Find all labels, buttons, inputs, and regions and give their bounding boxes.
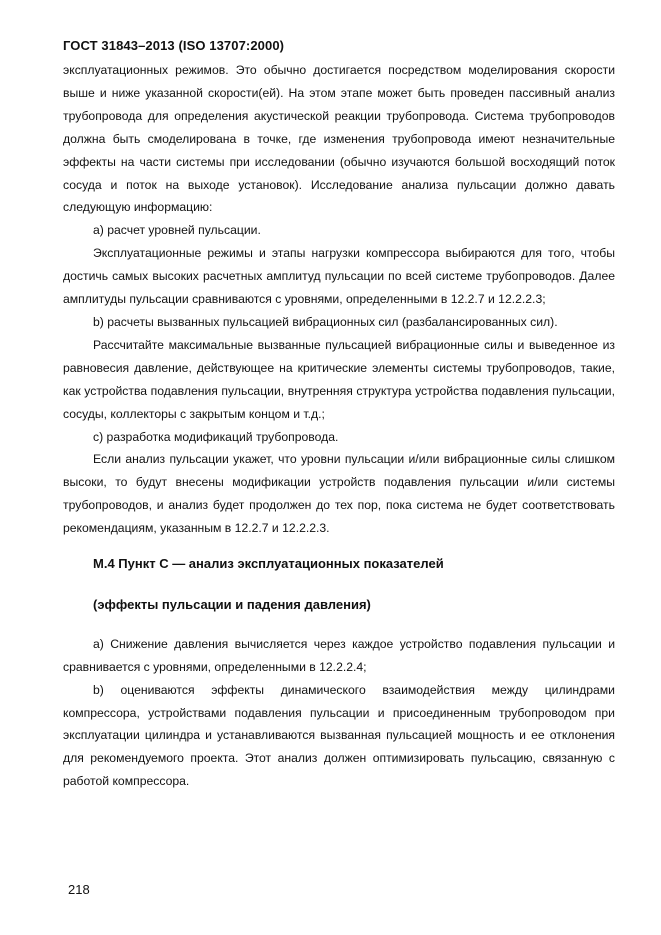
section-item-b: b) оцениваются эффекты динамического взаимодействия между цилиндрами компрессора, устройствами подавления пульсации и присоединенным трубопроводом при эксплуатации цилиндра и устанавливаются вызванная пульсацией мощность и ее отклонения для рекомендуемого проекта. Этот анализ должен оптимизировать пульсацию, связанную с работой компрессора. [63, 682, 615, 789]
standard-header: ГОСТ 31843–2013 (ISO 13707:2000) [63, 38, 285, 53]
section-subheading: (эффекты пульсации и падения давления) [93, 596, 371, 612]
paragraph: Если анализ пульсации укажет, что уровни пульсации и/или вибрационные силы слишком высоки, то будут внесены модификации устройств подавления пульсации и/или системы трубопроводов, и анализ будет продолжен до тех пор, пока система не будет соответствовать рекомендациям, указанным в 12.2.7 и 12.2.2.3. [63, 452, 615, 536]
list-item-a: a) расчет уровней пульсации. [93, 223, 261, 238]
list-item-c: c) разработка модификаций трубопровода. [93, 429, 339, 444]
section-heading: М.4 Пункт С — анализ эксплуатационных показателей [93, 556, 444, 572]
list-item-b: b) расчеты вызванных пульсацией вибрационных сил (разбалансированных сил). [93, 314, 558, 329]
section-item-a: a) Снижение давления вычисляется через каждое устройство подавления пульсации и сравнивается с уровнями, определенными в 12.2.2.4; [63, 636, 615, 674]
paragraph: Рассчитайте максимальные вызванные пульсацией вибрационные силы и выведенное из равновесия давление, действующее на критические элементы системы трубопроводов, такие, как устройства подавления пульсации, внутренняя структура устройства подавления пульсации, сосуды, коллекторы с закрытым концом и т.д.; [63, 337, 615, 421]
paragraph: эксплуатационных режимов. Это обычно достигается посредством моделирования скорости выше и ниже указанной скорости(ей). На этом этапе может быть проведен пассивный анализ трубопровода для определения акустической реакции трубопровода. Система трубопроводов должна быть смоделирована в точке, где изменения трубопровода имеют незначительные эффекты на части системы при исследовании (обычно изучаются большой восходящий поток сосуда и поток на выходе установок). Исследование анализа пульсации должно давать следующую информацию: [63, 63, 615, 215]
page-number: 218 [68, 882, 90, 897]
paragraph: Эксплуатационные режимы и этапы нагрузки компрессора выбираются для того, чтобы достичь самых высоких расчетных амплитуд пульсации по всей системе трубопроводов. Далее амплитуды пульсации сравниваются с уровнями, определенными в 12.2.7 и 12.2.2.3; [63, 246, 615, 307]
document-body [63, 59, 615, 793]
